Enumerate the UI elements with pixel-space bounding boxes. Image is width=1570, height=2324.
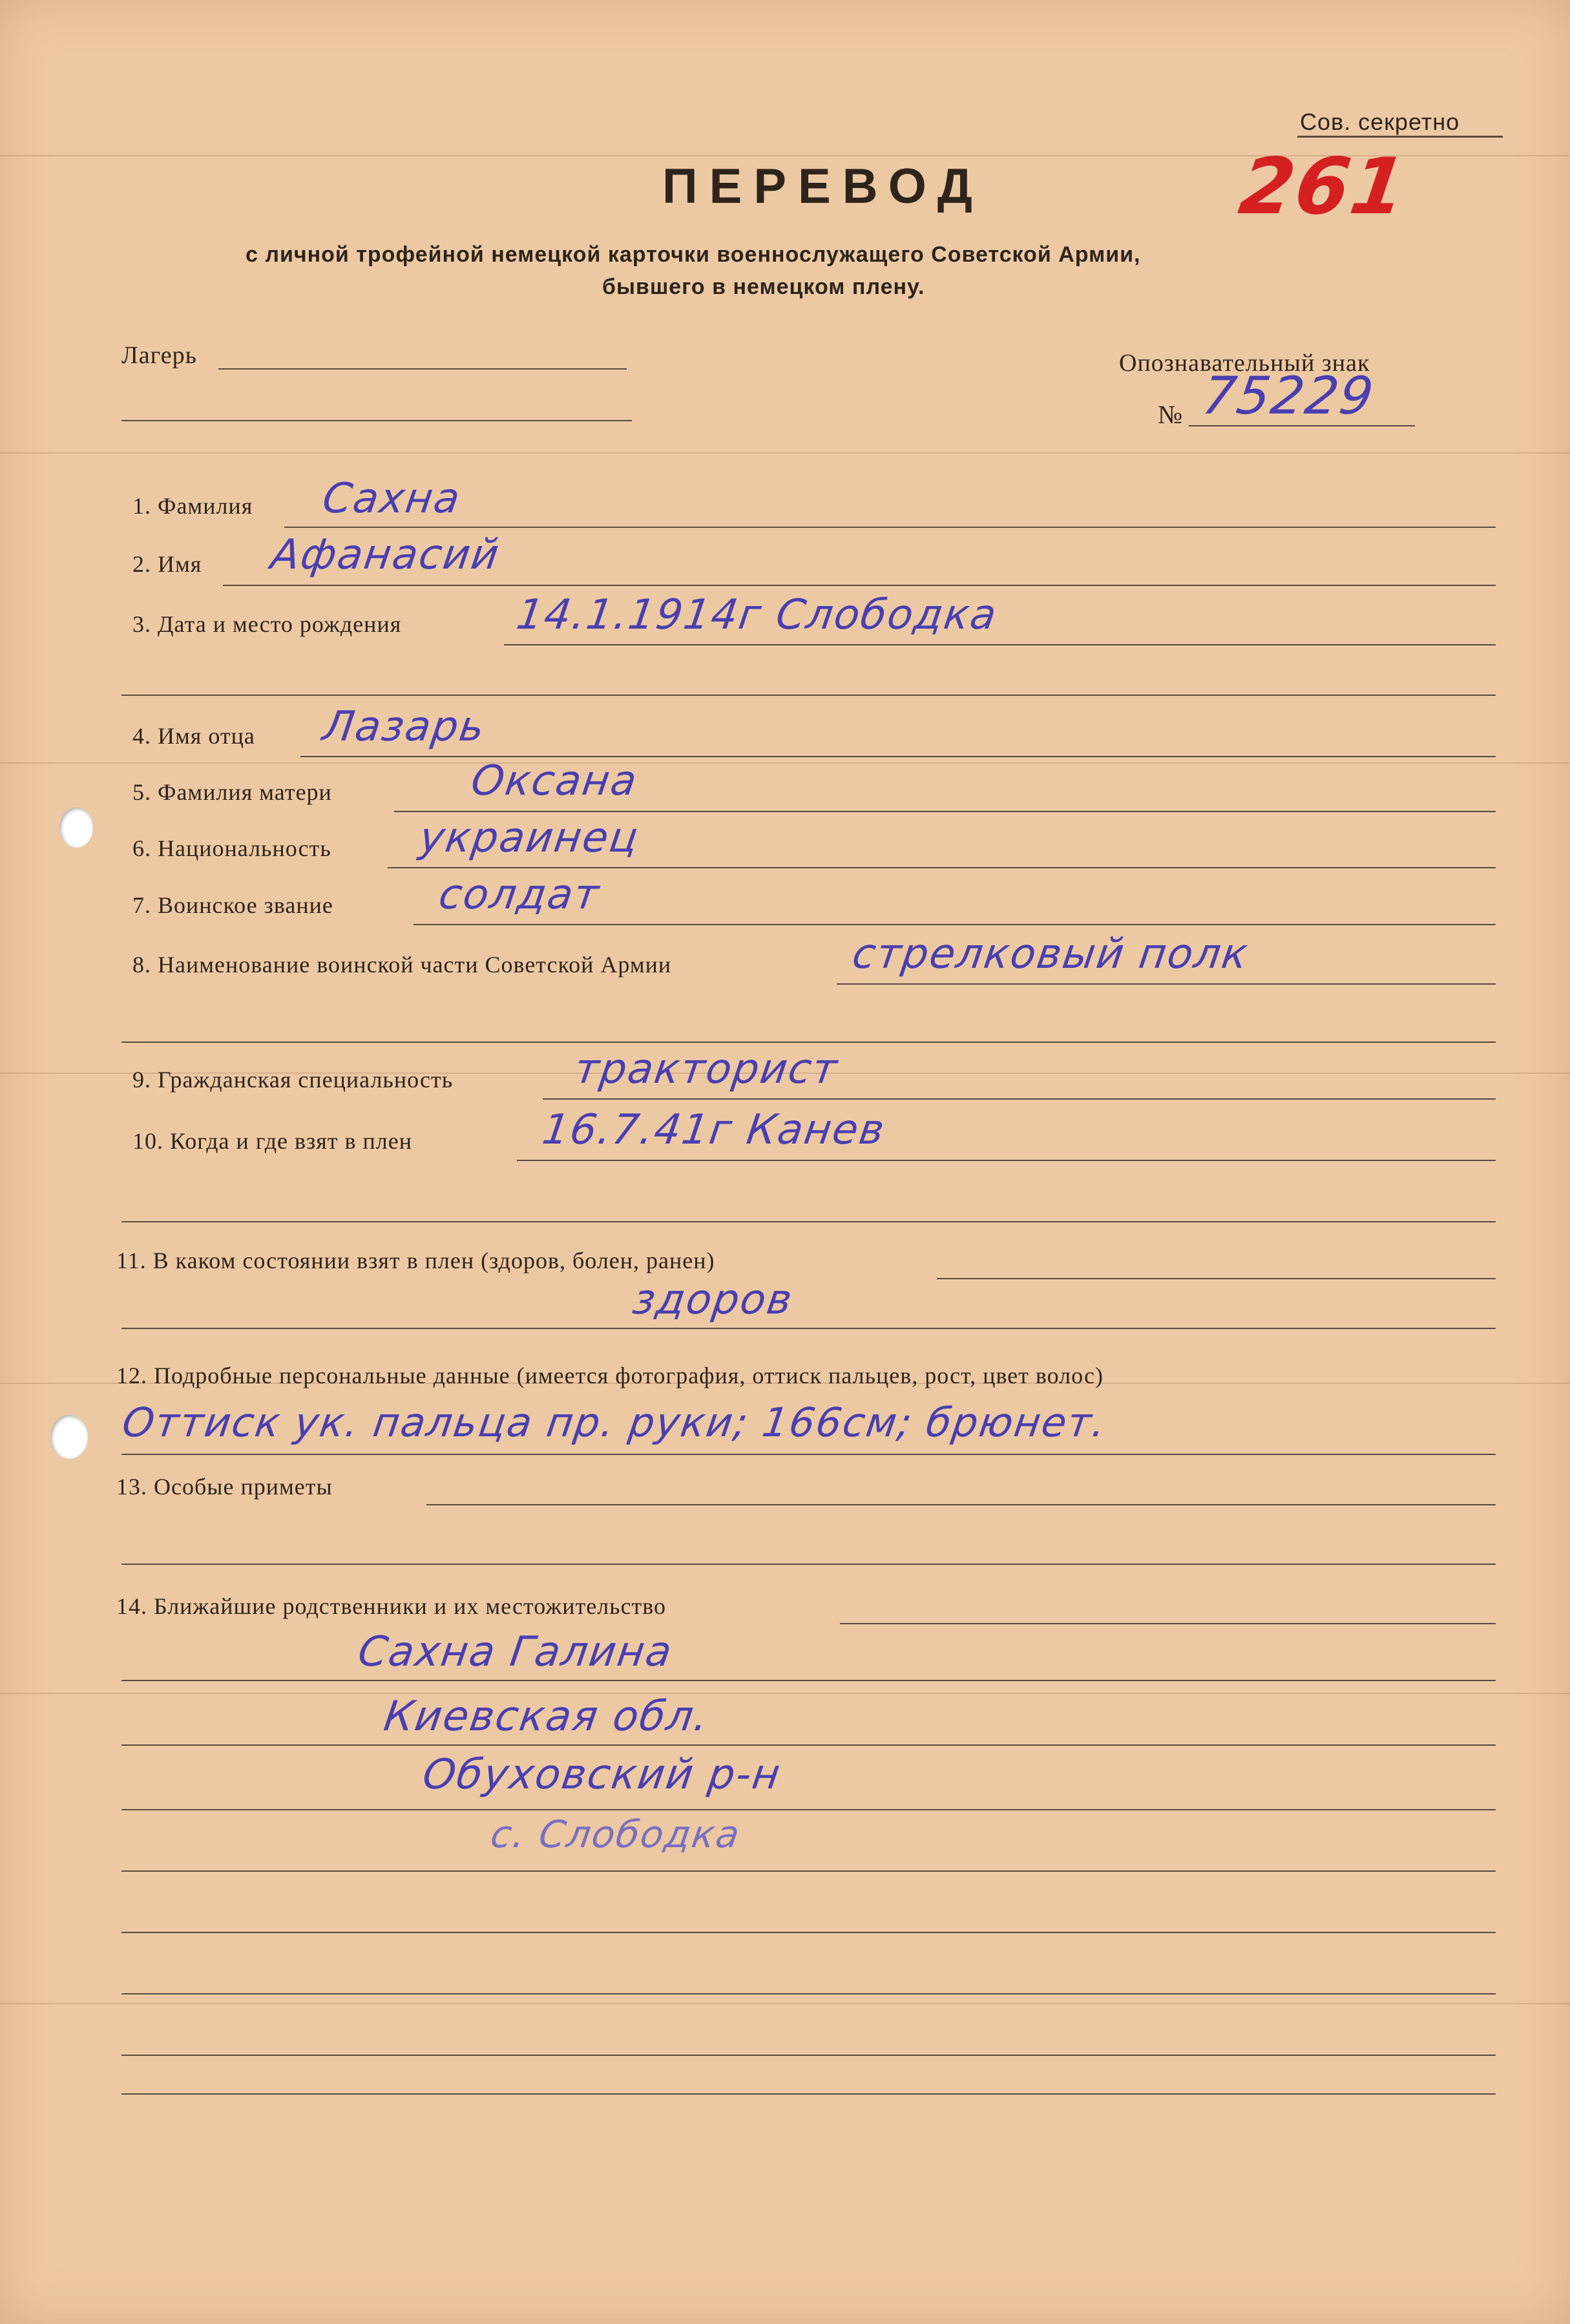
field-relatives-line-5 [121,1870,1496,1872]
field-condition-label: 11. В каком состоянии взят в плен (здоров, болен, ранен) [116,1248,715,1273]
paper-texture-line [0,2003,1570,2004]
field-profession-line [543,1098,1496,1100]
field-condition-line-2 [121,1328,1496,1329]
camp-label: Лагерь [121,342,197,369]
classification-stamp: Сов. секретно [1300,109,1460,135]
field-surname-label: 1. Фамилия [132,493,253,519]
id-sign-label: Опознавательный знак [1119,350,1370,377]
field-condition-line [937,1278,1496,1279]
field-birth-line [504,644,1496,645]
field-captured-label: 10. Когда и где взят в плен [132,1128,413,1154]
field-relatives-line-8 [121,2055,1496,2056]
field-nationality-label: 6. Национальность [132,835,331,861]
field-birth-value: 14.1.1914г Слободка [513,591,1001,639]
paper-texture-line [0,452,1570,454]
field-unit-label: 8. Наименование воинской части Советской Армии [132,952,672,978]
field-relatives-value-line-2: Киевская обл. [381,1693,713,1741]
field-relatives-line-7 [121,1993,1496,1994]
field-name-value: Афанасий [267,531,503,579]
field-marks-line [426,1504,1496,1505]
field-relatives-value-line-3: Обуховский р-н [419,1751,784,1799]
handwritten-number: 261 [1234,142,1413,232]
camp-line-2 [121,420,632,421]
id-number-value: 75229 [1198,366,1379,426]
field-name-line [223,585,1496,586]
punch-hole [59,808,93,848]
field-name-label: 2. Имя [132,551,202,577]
field-nationality-value: украинец [416,814,642,862]
field-marks-label: 13. Особые приметы [116,1474,333,1500]
field-mother-value: Оксана [468,757,641,805]
field-surname-value: Сахна [319,475,465,523]
field-profession-value: тракторист [571,1045,842,1093]
field-unit-line-2 [121,1042,1496,1043]
subtitle-line-1: с личной трофейной немецкой карточки военнослужащего Советской Армии, [246,242,1141,267]
field-relatives-line-2 [121,1680,1496,1681]
field-mother-line [394,811,1496,812]
field-personal-data-value: Оттиск ук. пальца пр. руки; 166см; брюнет. [119,1399,1110,1446]
field-rank-line [413,924,1496,925]
field-mother-label: 5. Фамилия матери [132,779,332,805]
field-father-value: Лазарь [319,703,489,751]
field-relatives-line [840,1623,1496,1624]
field-condition-value: здоров [629,1276,797,1324]
field-surname-line [284,527,1496,528]
field-personal-data-line [121,1454,1496,1455]
page-title: ПЕРЕВОД [662,159,984,214]
field-relatives-line-4 [121,1809,1496,1810]
field-relatives-label: 14. Ближайшие родственники и их местожительство [116,1593,667,1619]
field-relatives-line-3 [121,1744,1496,1746]
punch-hole [50,1415,88,1459]
field-profession-label: 9. Гражданская специальность [132,1067,454,1093]
field-rank-label: 7. Воинское звание [132,892,333,918]
field-unit-value: стрелковый полк [849,930,1252,978]
field-relatives-line-6 [121,1932,1496,1933]
field-relatives-value-line-4: с. Слободка [488,1812,744,1856]
subtitle-line-2: бывшего в немецком плену. [602,275,925,299]
field-birth-line-2 [121,695,1496,696]
field-captured-line-2 [121,1221,1496,1222]
field-personal-data-label: 12. Подробные персональные данные (имеется фотография, оттиск пальцев, рост, цвет волос) [116,1363,1104,1388]
paper-texture-line [0,762,1570,764]
camp-line [218,368,627,370]
field-marks-line-2 [121,1564,1496,1565]
field-relatives-value-line-1: Сахна Галина [355,1628,676,1676]
field-rank-value: солдат [435,871,603,919]
field-nationality-line [388,867,1496,868]
field-captured-line [517,1160,1496,1161]
id-number-prefix: № [1158,400,1184,429]
field-captured-value: 16.7.41г Канев [539,1106,889,1154]
classification-underline [1297,136,1503,138]
paper-texture-line [0,1693,1570,1694]
field-birth-label: 3. Дата и место рождения [132,611,402,637]
field-unit-line [837,983,1496,985]
field-relatives-line-9 [121,2093,1496,2095]
field-father-label: 4. Имя отца [132,723,255,749]
